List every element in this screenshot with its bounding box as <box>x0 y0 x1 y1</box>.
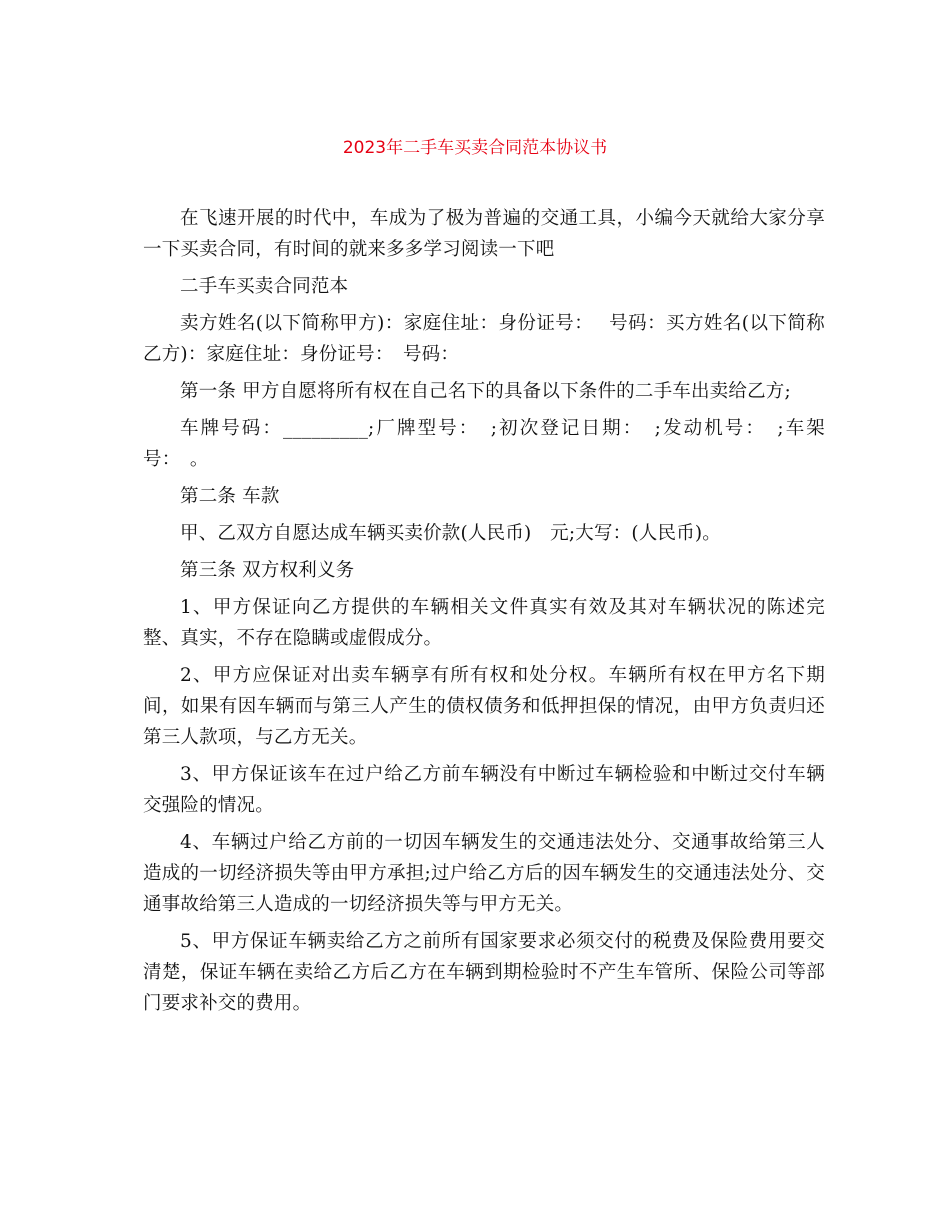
paragraph-parties: 卖方姓名(以下简称甲方)：家庭住址：身份证号： 号码：买方姓名(以下简称乙方)：家庭住址：身份证号： 号码： <box>143 313 825 365</box>
paragraph-subtitle: 二手车买卖合同范本 <box>180 276 349 297</box>
paragraph-clause-5: 5、甲方保证车辆卖给乙方之前所有国家要求必须交付的税费及保险费用要交清楚，保证车辆在卖给乙方后乙方在车辆到期检验时不产生车管所、保险公司等部门要求补交的费用。 <box>143 931 825 1014</box>
paragraph-intro: 在飞速开展的时代中，车成为了极为普遍的交通工具，小编今天就给大家分享一下买卖合同，有时间的就来多多学习阅读一下吧 <box>143 208 825 260</box>
paragraph-clause-4: 4、车辆过户给乙方前的一切因车辆发生的交通违法处分、交通事故给第三人造成的一切经济损失等由甲方承担;过户给乙方后的因车辆发生的交通违法处分、交通事故给第三人造成的一切经济损失等与甲方无关。 <box>143 832 825 915</box>
paragraph-article-3-heading: 第三条 双方权利义务 <box>180 560 355 581</box>
paragraph-clause-2: 2、甲方应保证对出卖车辆享有所有权和处分权。车辆所有权在甲方名下期间，如果有因车辆而与第三人产生的债权债务和低押担保的情况，由甲方负责归还第三人款项，与乙方无关。 <box>143 665 825 748</box>
paragraph-clause-1: 1、甲方保证向乙方提供的车辆相关文件真实有效及其对车辆状况的陈述完整、真实，不存在隐瞒或虚假成分。 <box>143 597 825 649</box>
paragraph-article-2-heading: 第二条 车款 <box>180 486 280 507</box>
paragraph-vehicle-info: 车牌号码：_________;厂牌型号： ;初次登记日期： ;发动机号： ;车架号： 。 <box>143 418 825 470</box>
paragraph-clause-3: 3、甲方保证该车在过户给乙方前车辆没有中断过车辆检验和中断过交付车辆交强险的情况。 <box>143 764 825 816</box>
document-body <box>143 203 825 1025</box>
paragraph-article-1: 第一条 甲方自愿将所有权在自己名下的具备以下条件的二手车出卖给乙方; <box>180 381 791 402</box>
paragraph-price: 甲、乙双方自愿达成车辆买卖价款(人民币) 元;大写：(人民币)。 <box>180 523 722 544</box>
document-title: 2023年二手车买卖合同范本协议书 <box>342 138 608 158</box>
